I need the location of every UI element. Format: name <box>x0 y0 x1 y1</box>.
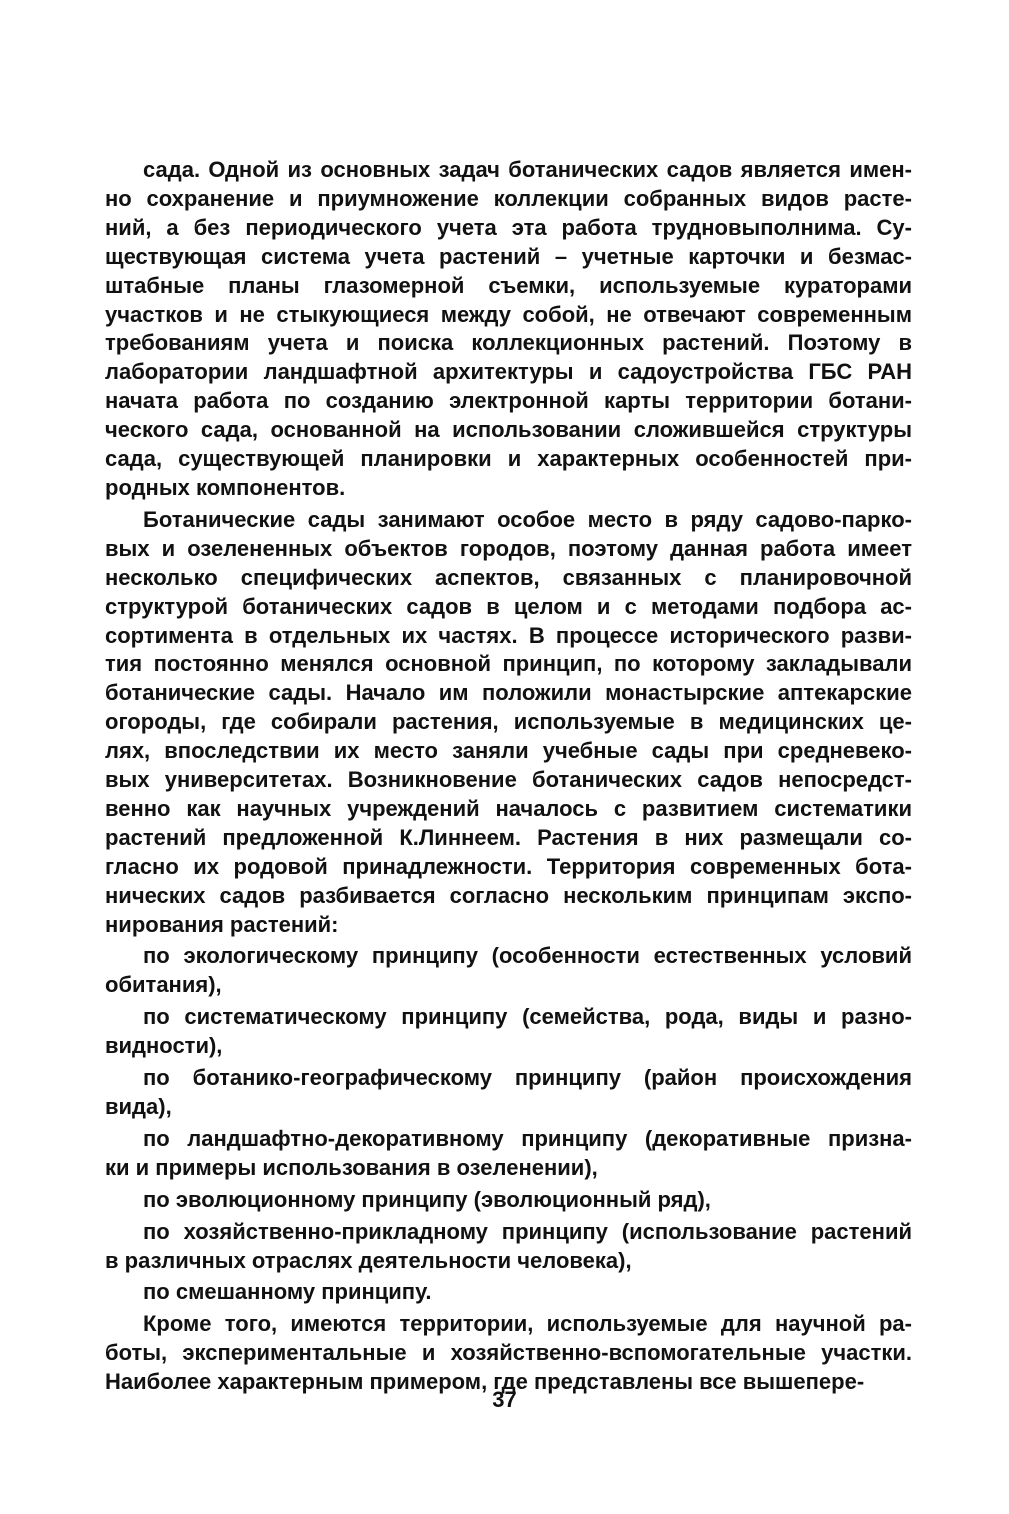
text-line: по экологическому принципу (особенности естественных условий <box>143 943 912 969</box>
text-line: венно как научных учреждений началось с развитием систематики <box>105 795 912 821</box>
text-line: видности), <box>105 1033 223 1059</box>
text-line: по смешанному принципу. <box>143 1279 432 1305</box>
paragraph <box>105 942 912 1000</box>
text-line: сортимента в отдельных их частях. В процессе исторического разви- <box>105 622 912 648</box>
paragraph <box>105 156 912 503</box>
paragraph <box>105 1064 912 1122</box>
text-line: тия постоянно менялся основной принцип, по которому закладывали <box>105 651 912 677</box>
text-line: Наиболее характерным примером, где представлены все вышепере- <box>105 1369 865 1395</box>
text-line: лаборатории ландшафтной архитектуры и садоустройства ГБС РАН <box>105 359 912 385</box>
text-line: обитания), <box>105 972 222 998</box>
body-text <box>105 156 912 1397</box>
paragraph <box>105 1278 912 1307</box>
page-number: 37 <box>492 1387 517 1412</box>
paragraph <box>105 1186 912 1215</box>
text-line: ки и примеры использования в озеленении), <box>105 1154 598 1180</box>
text-line: нирования растений: <box>105 911 339 937</box>
text-line: ществующая система учета растений – учетные карточки и безмас- <box>105 243 912 269</box>
paragraph <box>105 1003 912 1061</box>
text-line: структурой ботанических садов в целом и с методами подбора ас- <box>105 593 912 619</box>
paragraph <box>105 1310 912 1397</box>
text-line: растений предложенной К.Линнеем. Растения в них размещали со- <box>105 824 912 850</box>
text-line: Ботанические сады занимают особое место в ряду садово-парко- <box>143 506 912 532</box>
text-line: несколько специфических аспектов, связанных с планировочной <box>105 564 912 590</box>
text-line: по хозяйственно-прикладному принципу (использование растений <box>143 1218 912 1244</box>
text-line: боты, экспериментальные и хозяйственно-вспомогательные участки. <box>105 1340 912 1366</box>
text-line: родных компонентов. <box>105 474 346 500</box>
text-line: ческого сада, основанной на использовании сложившейся структуры <box>105 417 912 443</box>
paragraph <box>105 506 912 940</box>
text-line: нических садов разбивается согласно нескольким принципам экспо- <box>105 882 912 908</box>
text-line: вида), <box>105 1094 172 1119</box>
text-line: вых университетах. Возникновение ботанических садов непосредст- <box>105 767 912 793</box>
text-line: но сохранение и приумножение коллекции собранных видов расте- <box>105 185 912 211</box>
text-line: вых и озелененных объектов городов, поэтому данная работа имеет <box>105 535 912 561</box>
text-line: по ландшафтно-декоративному принципу (декоративные призна- <box>143 1125 912 1151</box>
text-line: требованиям учета и поиска коллекционных растений. Поэтому в <box>105 330 912 356</box>
text-line: огороды, где собирали растения, используемые в медицинских це- <box>105 709 912 735</box>
text-line: ботанические сады. Начало им положили монастырские аптекарские <box>105 680 912 706</box>
paragraph <box>105 1125 912 1183</box>
text-line: лях, впоследствии их место заняли учебные сады при средневеко- <box>105 738 912 764</box>
text-line: сада, существующей планировки и характерных особенностей при- <box>105 446 912 472</box>
paragraph <box>105 1218 912 1276</box>
text-line: по эволюционному принципу (эволюционный ряд), <box>143 1186 711 1212</box>
text-line: штабные планы глазомерной съемки, используемые кураторами <box>105 272 912 298</box>
text-line: сада. Одной из основных задач ботанических садов является имен- <box>143 157 912 182</box>
text-line: в различных отраслях деятельности человека), <box>105 1247 632 1273</box>
text-line: по систематическому принципу (семейства, рода, виды и разно- <box>143 1004 912 1030</box>
text-line: ний, а без периодического учета эта работа трудновыполнима. Су- <box>105 214 912 240</box>
text-line: Кроме того, имеются территории, используемые для научной ра- <box>143 1311 912 1337</box>
text-line: по ботанико-географическому принципу (район происхождения <box>143 1065 912 1091</box>
text-line: начата работа по созданию электронной карты территории ботани- <box>105 388 912 414</box>
text-line: гласно их родовой принадлежности. Территория современных бота- <box>105 853 912 879</box>
text-line: участков и не стыкующиеся между собой, не отвечают современным <box>105 301 912 327</box>
